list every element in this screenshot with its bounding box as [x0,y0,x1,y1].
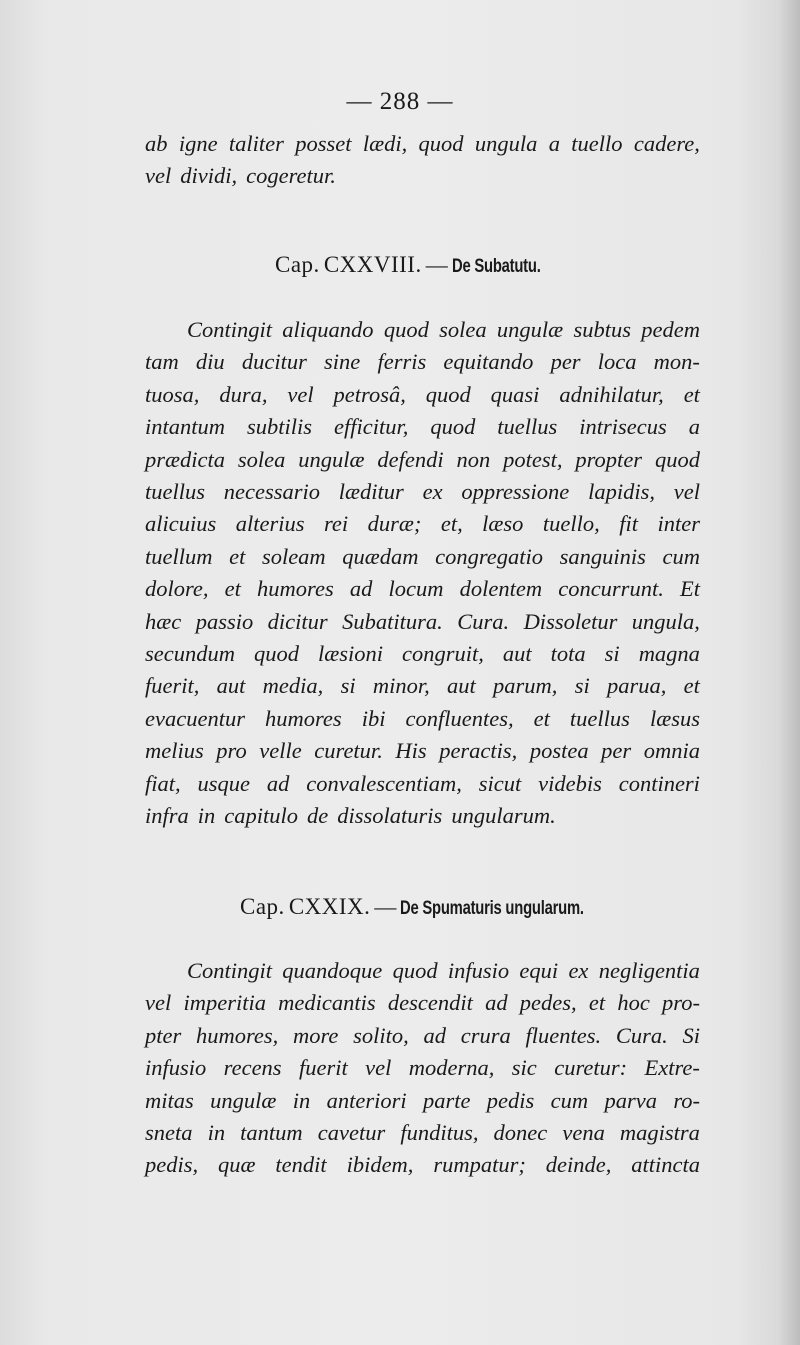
chapter-128-line: infra in capitulo de dissolaturis ungularum. [145,803,556,829]
chapter-128-line: Contingit aliquando quod solea ungulæ subtus pedem [187,317,700,342]
chapter-129-line: mitas ungulæ in anteriori parte pedis cum parva ro- [145,1087,700,1113]
chapter-128-line: melius pro velle curetur. His peractis, postea per omnia [145,738,700,764]
chapter-128-line: fuerit, aut media, si minor, aut parum, si parua, et [145,673,700,699]
opening-line: vel dividi, cogeretur. [145,163,336,189]
chapter-128-line: secundum quod læsioni congruit, aut tota si magna [145,641,700,667]
chapter-128-line: intantum subtilis efficitur, quod tuellus intrisecus a [145,414,700,440]
page-number: — 288 — [346,88,454,115]
chapter-128-line: alicuius alterius rei duræ; et, læso tuello, fit inter [145,511,700,537]
chapter-129-title: De Spumaturis ungularum. [400,898,585,919]
opening-paragraph [145,128,700,193]
chapter-128-number: CXXVIII. [323,252,422,277]
chapter-128-heading [275,252,565,278]
chapter-129-dash: — [374,894,397,919]
chapter-128-body [145,314,700,833]
chapter-129-line: pedis, quæ tendit ibidem, rumpatur; deinde, attincta [145,1152,700,1178]
chapter-128-line: prædicta solea ungulæ defendi non potest, propter quod [145,446,700,472]
chapter-128-line: fiat, usque ad convalescentiam, sicut videbis contineri [145,770,700,796]
chapter-128-title: De Subatutu. [451,256,541,277]
chapter-129-line: infusio recens fuerit vel moderna, sic curetur: Extre- [145,1055,700,1081]
page-edge-shadow [778,0,800,1345]
chapter-128-line: dolore, et humores ad locum dolentem concurrunt. Et [145,576,700,602]
chapter-128-line: tuellum et soleam quædam congregatio sanguinis cum [145,543,700,569]
chapter-128-line: tuellus necessario læditur ex oppressione lapidis, vel [145,479,700,505]
chapter-129-line: vel imperitia medicantis descendit ad pedes, et hoc pro- [145,990,700,1016]
chapter-129-heading [240,894,636,920]
chapter-129-label: Cap. [240,894,285,919]
chapter-128-line: evacuentur humores ibi confluentes, et tuellus læsus [145,705,700,731]
chapter-129-number: CXXIX. [288,894,371,919]
chapter-128-line: tuosa, dura, vel petrosâ, quod quasi adnihilatur, et [145,381,700,407]
chapter-129-line: Contingit quandoque quod infusio equi ex negligentia [187,958,700,983]
chapter-128-dash: — [425,252,448,277]
chapter-129-line: pter humores, more solito, ad crura fluentes. Cura. Si [145,1022,700,1048]
chapter-129-line: sneta in tantum cavetur funditus, donec vena magistra [145,1120,700,1146]
chapter-128-line: hæc passio dicitur Subatitura. Cura. Dissoletur ungula, [145,608,700,634]
chapter-129-body [145,955,700,1182]
chapter-128-label: Cap. [275,252,320,277]
opening-line: ab igne taliter posset lædi, quod ungula a tuello cadere, [145,131,700,156]
chapter-128-line: tam diu ducitur sine ferris equitando per loca mon- [145,349,700,375]
